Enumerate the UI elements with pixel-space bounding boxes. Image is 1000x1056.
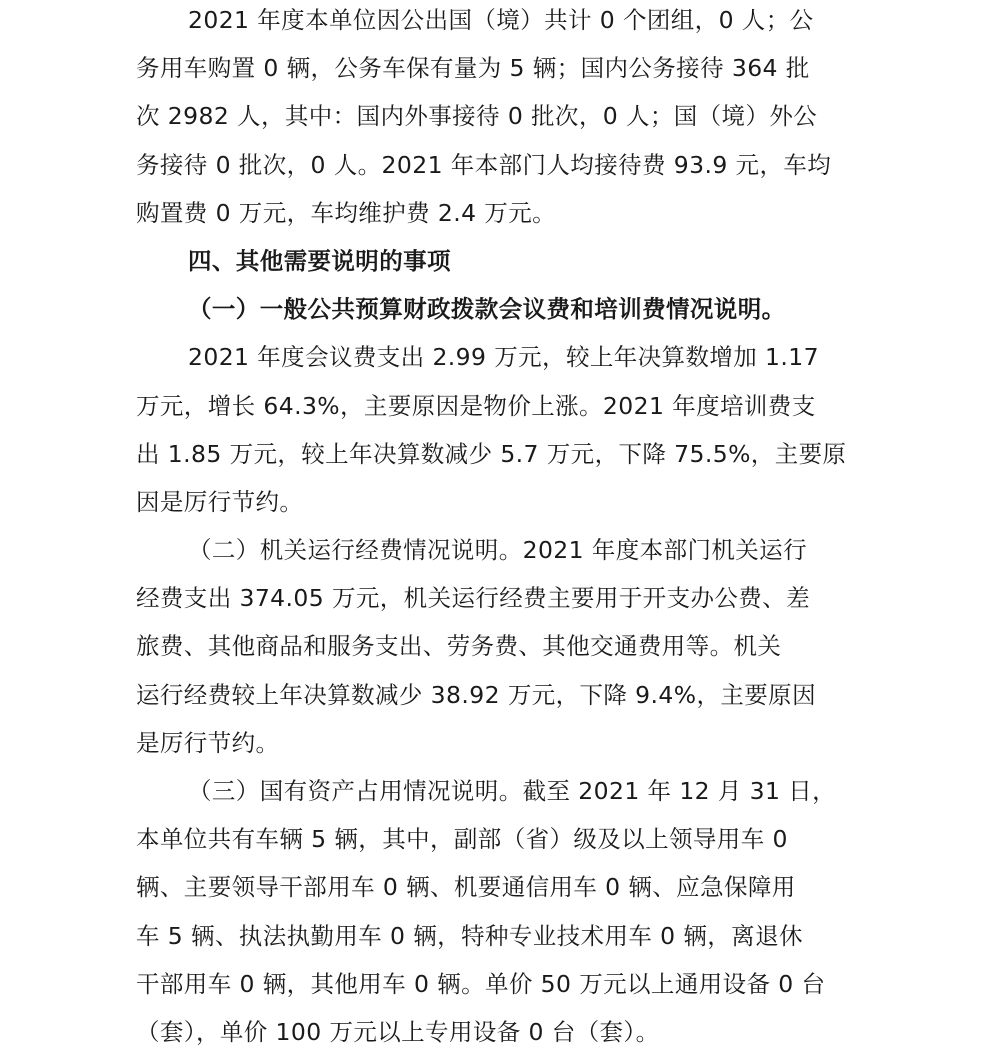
paragraph-line: 是厉行节约。 <box>136 728 280 757</box>
paragraph-line: 辆、主要领导干部用车 0 辆、机要通信用车 0 辆、应急保障用 <box>136 873 796 902</box>
paragraph-line: 旅费、其他商品和服务支出、劳务费、其他交通费用等。机关 <box>136 632 782 661</box>
section-heading: 四、其他需要说明的事项 <box>188 246 451 275</box>
paragraph-line: 务用车购置 0 辆，公务车保有量为 5 辆；国内公务接待 364 批 <box>136 54 810 83</box>
paragraph-line: 车 5 辆、执法执勤用车 0 辆，特种专业技术用车 0 辆，离退休 <box>136 921 803 950</box>
subsection-heading: （一）一般公共预算财政拨款会议费和培训费情况说明。 <box>188 295 786 324</box>
paragraph-line: 本单位共有车辆 5 辆，其中，副部（省）级及以上领导用车 0 <box>136 825 788 854</box>
paragraph-line: 2021 年度会议费支出 2.99 万元，较上年决算数增加 1.17 <box>188 343 819 372</box>
document-page <box>136 0 866 1056</box>
paragraph-line: 次 2982 人，其中：国内外事接待 0 批次，0 人；国（境）外公 <box>136 102 818 131</box>
paragraph-line: 干部用车 0 辆，其他用车 0 辆。单价 50 万元以上通用设备 0 台 <box>136 969 826 998</box>
paragraph-line: （三）国有资产占用情况说明。截至 2021 年 12 月 31 日， <box>188 777 837 805</box>
paragraph-line: 运行经费较上年决算数减少 38.92 万元，下降 9.4%，主要原因 <box>136 680 816 709</box>
paragraph-line: 因是厉行节约。 <box>136 487 304 516</box>
paragraph-line: 购置费 0 万元，车均维护费 2.4 万元。 <box>136 198 557 227</box>
paragraph-line: 经费支出 374.05 万元，机关运行经费主要用于开支办公费、差 <box>136 584 810 613</box>
paragraph-line: （二）机关运行经费情况说明。2021 年度本部门机关运行 <box>188 536 807 565</box>
paragraph-line: 出 1.85 万元，较上年决算数减少 5.7 万元，下降 75.5%，主要原 <box>136 439 847 468</box>
paragraph-line: （套），单价 100 万元以上专用设备 0 台（套）。 <box>136 1017 660 1046</box>
paragraph-line: 2021 年度本单位因公出国（境）共计 0 个团组，0 人；公 <box>188 6 814 34</box>
paragraph-line: 万元，增长 64.3%，主要原因是物价上涨。2021 年度培训费支 <box>136 391 816 420</box>
paragraph-line: 务接待 0 批次，0 人。2021 年本部门人均接待费 93.9 元，车均 <box>136 150 832 179</box>
